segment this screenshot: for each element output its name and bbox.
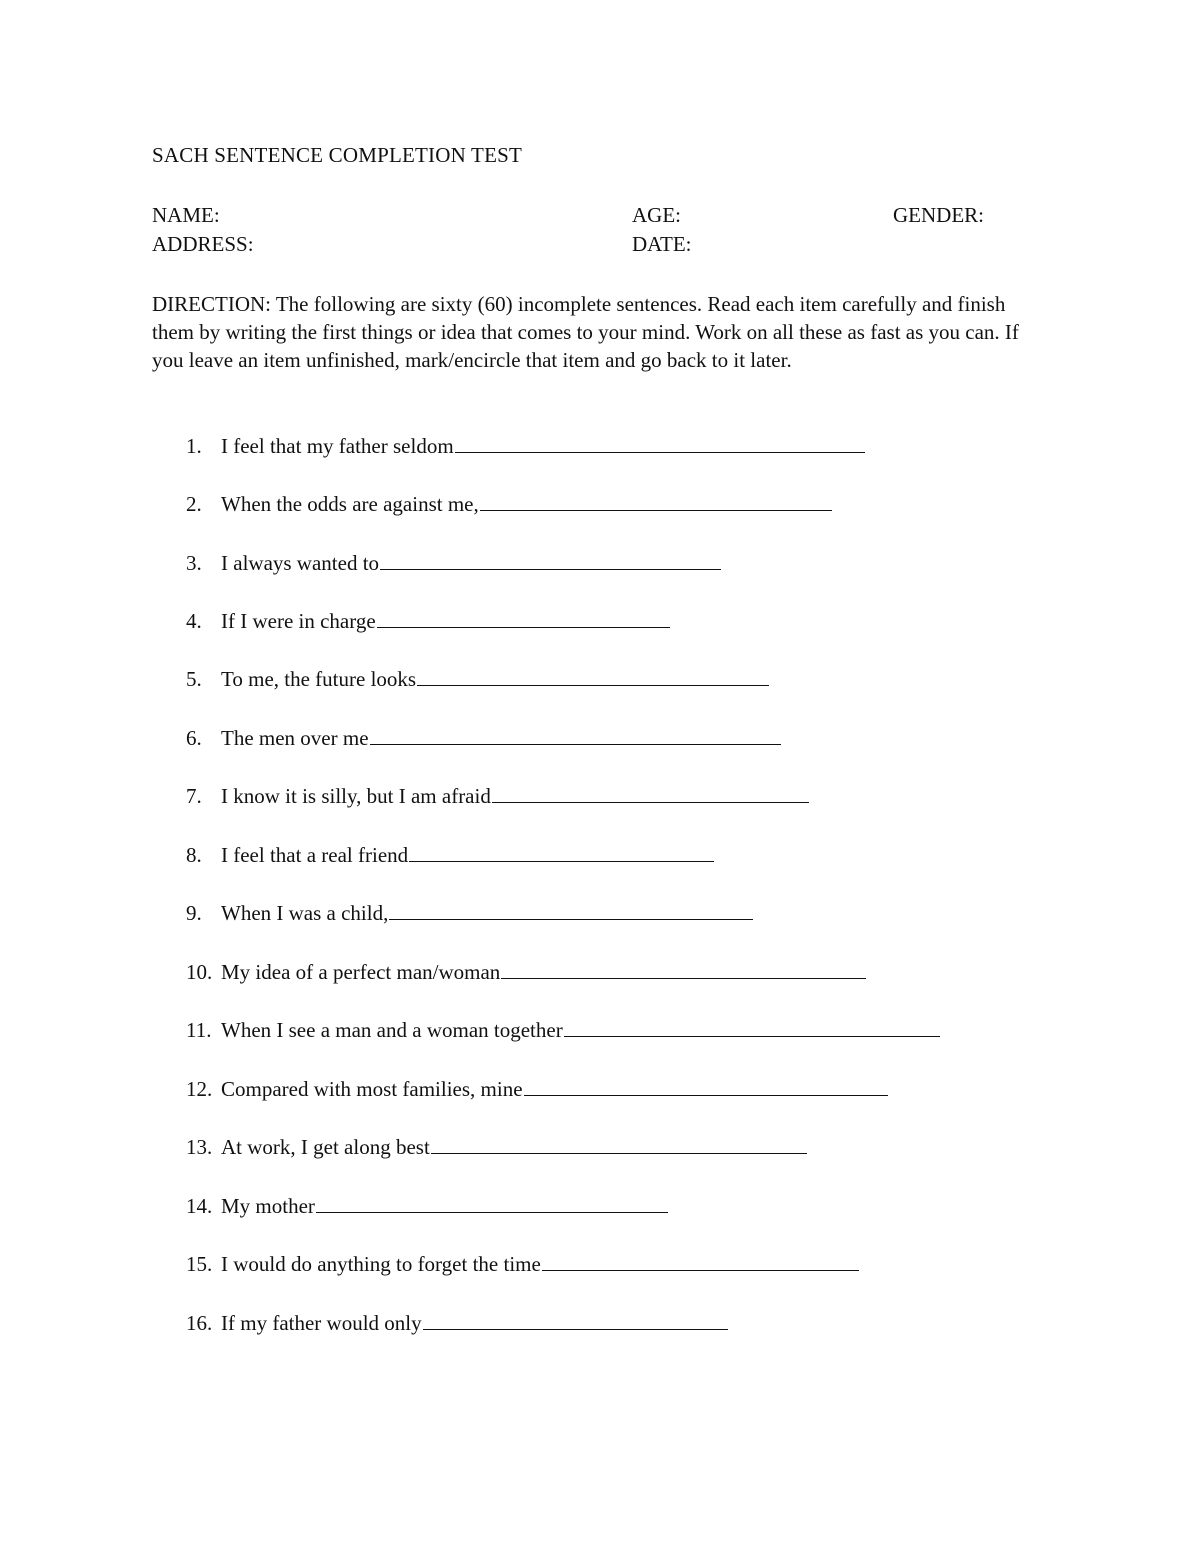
item-prompt: If I were in charge bbox=[221, 609, 376, 633]
sentence-item[interactable] bbox=[186, 784, 809, 809]
item-prompt: I know it is silly, but I am afraid bbox=[221, 784, 491, 808]
item-prompt: I always wanted to bbox=[221, 551, 380, 575]
sentence-item[interactable] bbox=[186, 1194, 668, 1219]
item-prompt: I feel that my father seldom bbox=[221, 434, 454, 458]
answer-blank[interactable] bbox=[542, 1269, 859, 1271]
item-number: 6. bbox=[186, 726, 202, 750]
answer-blank[interactable] bbox=[316, 1211, 668, 1213]
sentence-item[interactable] bbox=[186, 901, 753, 926]
answer-blank[interactable] bbox=[380, 568, 721, 570]
item-number: 10. bbox=[186, 960, 213, 984]
answer-blank[interactable] bbox=[480, 509, 832, 511]
sentence-item[interactable] bbox=[186, 492, 832, 517]
item-number: 16. bbox=[186, 1311, 213, 1335]
date-label: DATE: bbox=[632, 232, 692, 256]
item-number: 11. bbox=[186, 1018, 212, 1042]
item-prompt: If my father would only bbox=[221, 1311, 422, 1335]
sentence-item[interactable] bbox=[186, 1252, 859, 1277]
sentence-item[interactable] bbox=[186, 1018, 940, 1043]
item-prompt: The men over me bbox=[221, 726, 369, 750]
sentence-item[interactable] bbox=[186, 726, 781, 751]
answer-blank[interactable] bbox=[417, 684, 769, 686]
item-number: 8. bbox=[186, 843, 202, 867]
sentence-item[interactable] bbox=[186, 551, 721, 576]
item-number: 12. bbox=[186, 1077, 213, 1101]
age-label: AGE: bbox=[632, 203, 681, 227]
item-number: 3. bbox=[186, 551, 202, 575]
item-number: 5. bbox=[186, 667, 202, 691]
answer-blank[interactable] bbox=[409, 860, 714, 862]
item-number: 9. bbox=[186, 901, 202, 925]
answer-blank[interactable] bbox=[501, 977, 866, 979]
item-prompt: When the odds are against me, bbox=[221, 492, 479, 516]
answer-blank[interactable] bbox=[455, 451, 865, 453]
item-prompt: To me, the future looks bbox=[221, 667, 417, 691]
item-number: 2. bbox=[186, 492, 202, 516]
item-prompt: My idea of a perfect man/woman bbox=[221, 960, 501, 984]
sentence-item[interactable] bbox=[186, 1135, 807, 1160]
sentence-item[interactable] bbox=[186, 843, 714, 868]
sentence-item[interactable] bbox=[186, 434, 865, 459]
answer-blank[interactable] bbox=[564, 1035, 940, 1037]
sentence-item[interactable] bbox=[186, 609, 670, 634]
item-prompt: When I see a man and a woman together bbox=[221, 1018, 563, 1042]
item-number: 14. bbox=[186, 1194, 213, 1218]
sentence-item[interactable] bbox=[186, 960, 866, 985]
sentence-item[interactable] bbox=[186, 1077, 888, 1102]
sentence-item[interactable] bbox=[186, 667, 769, 692]
item-prompt: At work, I get along best bbox=[221, 1135, 430, 1159]
item-prompt: When I was a child, bbox=[221, 901, 389, 925]
page-title: SACH SENTENCE COMPLETION TEST bbox=[152, 143, 523, 167]
item-number: 1. bbox=[186, 434, 202, 458]
item-number: 13. bbox=[186, 1135, 213, 1159]
item-prompt: I would do anything to forget the time bbox=[221, 1252, 541, 1276]
direction-paragraph: DIRECTION: The following are sixty (60) incomplete sentences. Read each item carefully and finish them by writing the first things or idea that comes to your mind. Work on all these as fast as you can. If you leave an item unfinished, mark/encircle that item and go back to it later. bbox=[152, 292, 1019, 372]
item-number: 15. bbox=[186, 1252, 213, 1276]
answer-blank[interactable] bbox=[431, 1152, 807, 1154]
item-prompt: I feel that a real friend bbox=[221, 843, 409, 867]
answer-blank[interactable] bbox=[370, 743, 781, 745]
sentence-item[interactable] bbox=[186, 1311, 728, 1336]
answer-blank[interactable] bbox=[492, 801, 809, 803]
answer-blank[interactable] bbox=[423, 1328, 728, 1330]
name-label: NAME: bbox=[152, 203, 220, 227]
item-number: 4. bbox=[186, 609, 202, 633]
item-prompt: My mother bbox=[221, 1194, 315, 1218]
gender-label: GENDER: bbox=[893, 203, 984, 227]
item-prompt: Compared with most families, mine bbox=[221, 1077, 523, 1101]
answer-blank[interactable] bbox=[389, 918, 753, 920]
answer-blank[interactable] bbox=[524, 1094, 888, 1096]
answer-blank[interactable] bbox=[377, 626, 670, 628]
item-number: 7. bbox=[186, 784, 202, 808]
address-label: ADDRESS: bbox=[152, 232, 254, 256]
